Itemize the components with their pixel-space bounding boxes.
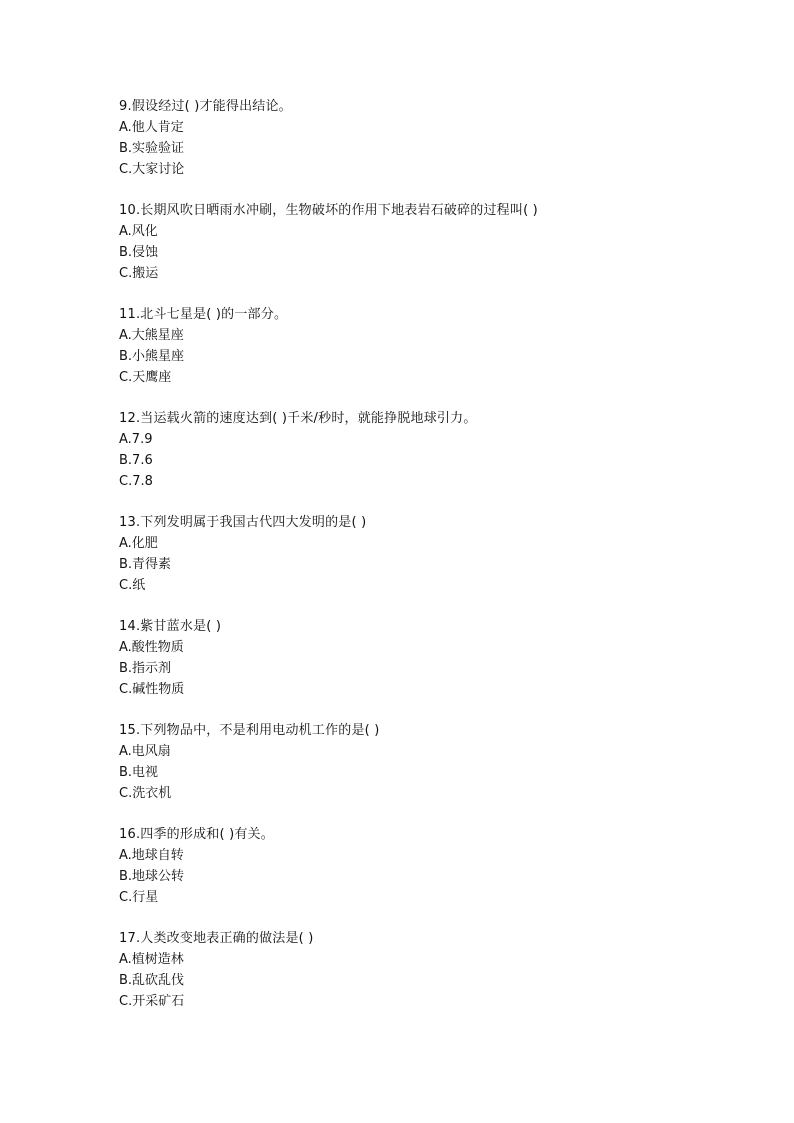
question-15	[119, 720, 739, 804]
question-9	[119, 96, 739, 180]
question-stem: 13.下列发明属于我国古代四大发明的是( )	[119, 515, 367, 530]
option-c: C.7.8	[119, 474, 153, 489]
option-a: A.他人肯定	[119, 120, 184, 135]
question-stem: 12.当运载火箭的速度达到( )千米/秒时，就能挣脱地球引力。	[119, 411, 477, 426]
option-c: C.碱性物质	[119, 682, 185, 697]
option-a: A.酸性物质	[119, 640, 184, 655]
option-a: A.植树造林	[119, 952, 184, 967]
option-c: C.纸	[119, 578, 146, 593]
question-17	[119, 928, 739, 1012]
question-stem: 9.假设经过( )才能得出结论。	[119, 99, 292, 114]
question-stem: 10.长期风吹日晒雨水冲刷，生物破坏的作用下地表岩石破碎的过程叫( )	[119, 203, 538, 218]
option-a: A.地球自转	[119, 848, 184, 863]
option-b: B.7.6	[119, 453, 153, 468]
option-c: C.洗衣机	[119, 786, 172, 801]
option-c: C.搬运	[119, 266, 159, 281]
option-b: B.小熊星座	[119, 349, 185, 364]
option-a: A.大熊星座	[119, 328, 184, 343]
question-16	[119, 824, 739, 908]
option-b: B.指示剂	[119, 661, 172, 676]
option-b: B.电视	[119, 765, 159, 780]
option-c: C.大家讨论	[119, 162, 185, 177]
question-list	[119, 96, 739, 1032]
question-11	[119, 304, 739, 388]
question-stem: 15.下列物品中，不是利用电动机工作的是( )	[119, 723, 380, 738]
option-c: C.开采矿石	[119, 994, 185, 1009]
option-b: B.侵蚀	[119, 245, 159, 260]
option-a: A.电风扇	[119, 744, 171, 759]
option-b: B.实验验证	[119, 141, 185, 156]
option-c: C.行星	[119, 890, 159, 905]
option-a: A.7.9	[119, 432, 153, 447]
question-12	[119, 408, 739, 492]
question-14	[119, 616, 739, 700]
question-stem: 14.紫甘蓝水是( )	[119, 619, 222, 634]
question-13	[119, 512, 739, 596]
option-c: C.天鹰座	[119, 370, 172, 385]
option-a: A.化肥	[119, 536, 158, 551]
option-b: B.乱砍乱伐	[119, 973, 185, 988]
question-stem: 17.人类改变地表正确的做法是( )	[119, 931, 314, 946]
option-b: B.地球公转	[119, 869, 185, 884]
option-b: B.青得素	[119, 557, 172, 572]
question-stem: 16.四季的形成和( )有关。	[119, 827, 274, 842]
option-a: A.风化	[119, 224, 158, 239]
question-10	[119, 200, 739, 284]
question-stem: 11.北斗七星是( )的一部分。	[119, 307, 288, 322]
